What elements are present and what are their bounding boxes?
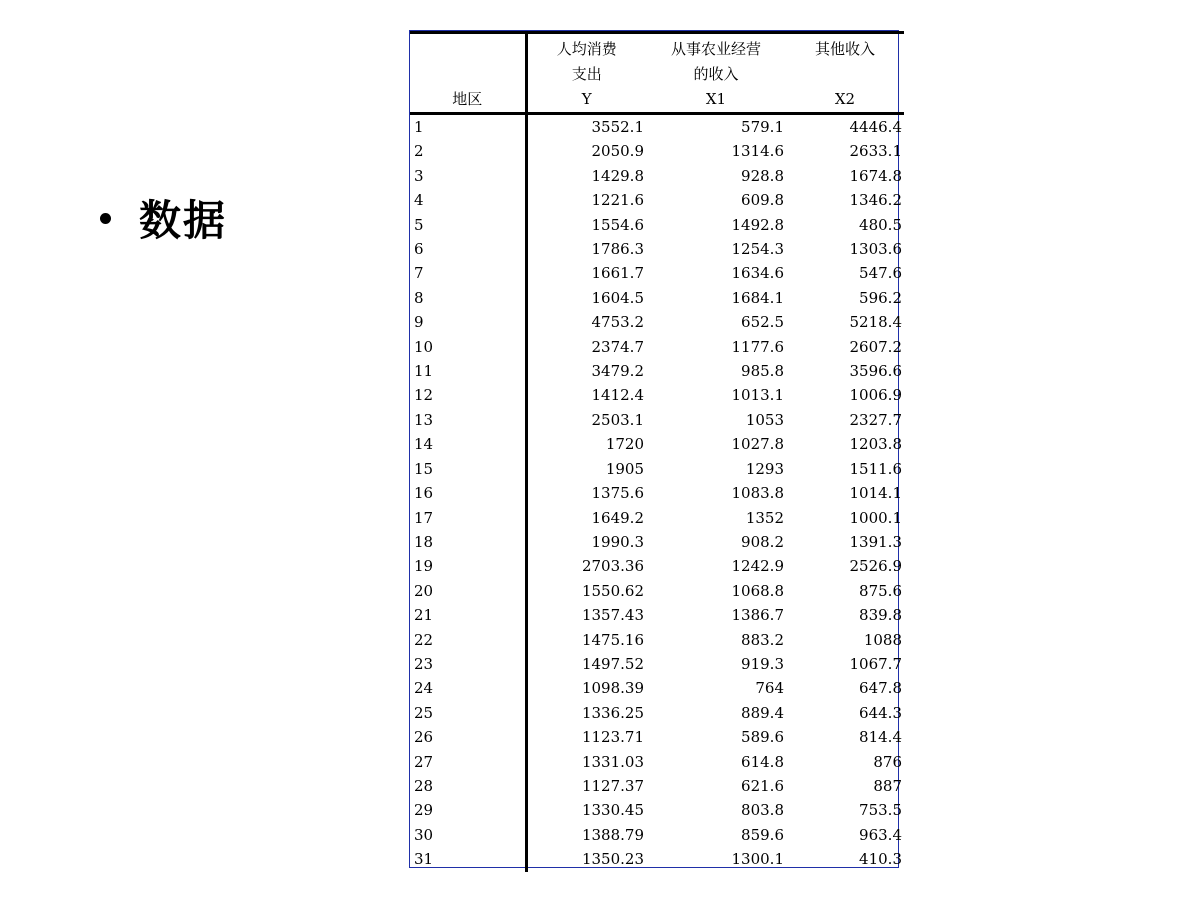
table-row bbox=[410, 847, 904, 871]
table-row bbox=[410, 139, 904, 163]
cell-y: 2703.36 bbox=[581, 557, 644, 576]
cell-x1: 589.6 bbox=[741, 728, 784, 747]
cell-region: 3 bbox=[410, 164, 526, 188]
cell-y: 1357.43 bbox=[581, 606, 644, 625]
cell-y: 1649.2 bbox=[591, 508, 644, 527]
bullet-dot-icon bbox=[100, 213, 111, 224]
cell-x1: 1083.8 bbox=[731, 484, 784, 503]
table-row bbox=[410, 628, 904, 652]
cell-x1: 1300.1 bbox=[731, 850, 784, 869]
cell-x2: 596.2 bbox=[859, 288, 902, 307]
cell-x1: 889.4 bbox=[741, 703, 784, 722]
cell-x2: 5218.4 bbox=[849, 313, 902, 332]
cell-x2: 876 bbox=[873, 752, 902, 771]
cell-x1: 1254.3 bbox=[731, 240, 784, 259]
cell-x1: 1684.1 bbox=[731, 288, 784, 307]
cell-region: 12 bbox=[410, 383, 526, 407]
table-row bbox=[410, 213, 904, 237]
cell-x1: 621.6 bbox=[741, 776, 784, 795]
cell-x1: 1013.1 bbox=[731, 386, 784, 405]
cell-y: 1475.16 bbox=[581, 630, 644, 649]
table-row bbox=[410, 310, 904, 334]
header-region: 地区 bbox=[410, 33, 526, 114]
cell-x2: 1511.6 bbox=[849, 459, 902, 478]
header-x1: 从事农业经营 的收入 X1 bbox=[646, 33, 786, 114]
cell-x1: 1314.6 bbox=[731, 142, 784, 161]
table-body bbox=[410, 114, 904, 872]
cell-x1: 928.8 bbox=[741, 166, 784, 185]
cell-x2: 647.8 bbox=[859, 679, 902, 698]
table-row bbox=[410, 188, 904, 212]
cell-x2: 410.3 bbox=[859, 850, 902, 869]
table-row bbox=[410, 652, 904, 676]
table-row bbox=[410, 823, 904, 847]
cell-x1: 1242.9 bbox=[731, 557, 784, 576]
cell-x1: 614.8 bbox=[741, 752, 784, 771]
cell-region: 29 bbox=[410, 798, 526, 822]
table-row bbox=[410, 114, 904, 140]
cell-y: 1661.7 bbox=[591, 264, 644, 283]
cell-x2: 644.3 bbox=[859, 703, 902, 722]
cell-x2: 2526.9 bbox=[849, 557, 902, 576]
cell-x1: 883.2 bbox=[741, 630, 784, 649]
table-row bbox=[410, 261, 904, 285]
cell-x1: 1293 bbox=[745, 459, 784, 478]
cell-region: 17 bbox=[410, 506, 526, 530]
cell-y: 1554.6 bbox=[591, 215, 644, 234]
cell-y: 1429.8 bbox=[591, 166, 644, 185]
cell-y: 1786.3 bbox=[591, 240, 644, 259]
cell-y: 2050.9 bbox=[591, 142, 644, 161]
cell-region: 31 bbox=[410, 847, 526, 871]
cell-x2: 753.5 bbox=[859, 801, 902, 820]
cell-y: 1336.25 bbox=[581, 703, 644, 722]
cell-x2: 875.6 bbox=[859, 581, 902, 600]
cell-y: 1098.39 bbox=[581, 679, 644, 698]
cell-x1: 652.5 bbox=[741, 313, 784, 332]
cell-y: 3479.2 bbox=[591, 362, 644, 381]
cell-x1: 1352 bbox=[745, 508, 784, 527]
cell-x2: 814.4 bbox=[859, 728, 902, 747]
cell-x2: 1000.1 bbox=[849, 508, 902, 527]
cell-x1: 579.1 bbox=[741, 118, 784, 136]
cell-x1: 803.8 bbox=[741, 801, 784, 820]
cell-x2: 1303.6 bbox=[849, 240, 902, 259]
cell-region: 8 bbox=[410, 286, 526, 310]
table-row bbox=[410, 579, 904, 603]
table-row bbox=[410, 530, 904, 554]
cell-region: 25 bbox=[410, 701, 526, 725]
cell-region: 15 bbox=[410, 457, 526, 481]
header-y: 人均消费 支出 Y bbox=[526, 33, 646, 114]
bullet-item bbox=[100, 188, 227, 248]
cell-x2: 2633.1 bbox=[849, 142, 902, 161]
cell-region: 5 bbox=[410, 213, 526, 237]
cell-x2: 1346.2 bbox=[849, 191, 902, 210]
cell-y: 1350.23 bbox=[581, 850, 644, 869]
cell-x2: 887 bbox=[873, 776, 902, 795]
cell-y: 1497.52 bbox=[581, 654, 644, 673]
cell-region: 26 bbox=[410, 725, 526, 749]
table-row bbox=[410, 774, 904, 798]
cell-x2: 1006.9 bbox=[849, 386, 902, 405]
cell-y: 1720 bbox=[605, 435, 644, 454]
table-row bbox=[410, 725, 904, 749]
cell-x1: 1177.6 bbox=[731, 337, 784, 356]
cell-region: 16 bbox=[410, 481, 526, 505]
cell-x2: 2607.2 bbox=[849, 337, 902, 356]
cell-y: 1550.62 bbox=[581, 581, 644, 600]
cell-region: 13 bbox=[410, 408, 526, 432]
table-row bbox=[410, 286, 904, 310]
cell-region: 19 bbox=[410, 554, 526, 578]
cell-region: 2 bbox=[410, 139, 526, 163]
cell-y: 1990.3 bbox=[591, 532, 644, 551]
cell-region: 18 bbox=[410, 530, 526, 554]
table-row bbox=[410, 603, 904, 627]
data-table bbox=[410, 31, 904, 872]
table-row bbox=[410, 798, 904, 822]
data-table-frame bbox=[409, 30, 902, 869]
cell-region: 10 bbox=[410, 335, 526, 359]
table-header-row bbox=[410, 33, 904, 114]
cell-x1: 1386.7 bbox=[731, 606, 784, 625]
table-row bbox=[410, 383, 904, 407]
cell-x2: 1088 bbox=[863, 630, 902, 649]
cell-region: 28 bbox=[410, 774, 526, 798]
cell-y: 3552.1 bbox=[591, 118, 644, 136]
cell-y: 1412.4 bbox=[591, 386, 644, 405]
table-row bbox=[410, 554, 904, 578]
cell-x1: 1053 bbox=[745, 410, 784, 429]
cell-region: 1 bbox=[410, 114, 526, 140]
cell-region: 11 bbox=[410, 359, 526, 383]
table-row bbox=[410, 481, 904, 505]
cell-x2: 547.6 bbox=[859, 264, 902, 283]
cell-y: 4753.2 bbox=[591, 313, 644, 332]
cell-y: 2374.7 bbox=[591, 337, 644, 356]
table-row bbox=[410, 237, 904, 261]
cell-x1: 985.8 bbox=[741, 362, 784, 381]
cell-region: 9 bbox=[410, 310, 526, 334]
cell-region: 27 bbox=[410, 750, 526, 774]
cell-y: 2503.1 bbox=[591, 410, 644, 429]
cell-x2: 1014.1 bbox=[849, 484, 902, 503]
cell-x2: 3596.6 bbox=[849, 362, 902, 381]
cell-y: 1221.6 bbox=[591, 191, 644, 210]
table-row bbox=[410, 335, 904, 359]
header-x2: 其他收入 X2 bbox=[786, 33, 904, 114]
cell-region: 24 bbox=[410, 676, 526, 700]
cell-x1: 859.6 bbox=[741, 825, 784, 844]
cell-x2: 1067.7 bbox=[849, 654, 902, 673]
cell-x2: 480.5 bbox=[859, 215, 902, 234]
cell-x1: 1492.8 bbox=[731, 215, 784, 234]
table-row bbox=[410, 506, 904, 530]
cell-y: 1905 bbox=[605, 459, 644, 478]
cell-region: 22 bbox=[410, 628, 526, 652]
cell-x2: 4446.4 bbox=[849, 118, 902, 136]
cell-x2: 1674.8 bbox=[849, 166, 902, 185]
cell-x1: 609.8 bbox=[741, 191, 784, 210]
cell-region: 23 bbox=[410, 652, 526, 676]
cell-x1: 1068.8 bbox=[731, 581, 784, 600]
cell-region: 21 bbox=[410, 603, 526, 627]
bullet-text: 数据 bbox=[139, 196, 228, 245]
table-row bbox=[410, 408, 904, 432]
table-row bbox=[410, 676, 904, 700]
cell-x1: 919.3 bbox=[741, 654, 784, 673]
cell-x2: 2327.7 bbox=[849, 410, 902, 429]
table-row bbox=[410, 701, 904, 725]
cell-x2: 963.4 bbox=[859, 825, 902, 844]
cell-region: 30 bbox=[410, 823, 526, 847]
cell-x1: 908.2 bbox=[741, 532, 784, 551]
table-row bbox=[410, 432, 904, 456]
cell-x2: 1203.8 bbox=[849, 435, 902, 454]
cell-y: 1375.6 bbox=[591, 484, 644, 503]
table-row bbox=[410, 750, 904, 774]
cell-y: 1330.45 bbox=[581, 801, 644, 820]
cell-region: 14 bbox=[410, 432, 526, 456]
cell-x1: 764 bbox=[755, 679, 784, 698]
table-row bbox=[410, 457, 904, 481]
cell-x1: 1634.6 bbox=[731, 264, 784, 283]
cell-y: 1127.37 bbox=[581, 776, 644, 795]
cell-y: 1331.03 bbox=[581, 752, 644, 771]
cell-x1: 1027.8 bbox=[731, 435, 784, 454]
cell-region: 6 bbox=[410, 237, 526, 261]
cell-y: 1604.5 bbox=[591, 288, 644, 307]
cell-x2: 839.8 bbox=[859, 606, 902, 625]
cell-x2: 1391.3 bbox=[849, 532, 902, 551]
table-row bbox=[410, 164, 904, 188]
table-row bbox=[410, 359, 904, 383]
cell-region: 7 bbox=[410, 261, 526, 285]
cell-y: 1123.71 bbox=[581, 728, 644, 747]
cell-y: 1388.79 bbox=[581, 825, 644, 844]
cell-region: 4 bbox=[410, 188, 526, 212]
cell-region: 20 bbox=[410, 579, 526, 603]
